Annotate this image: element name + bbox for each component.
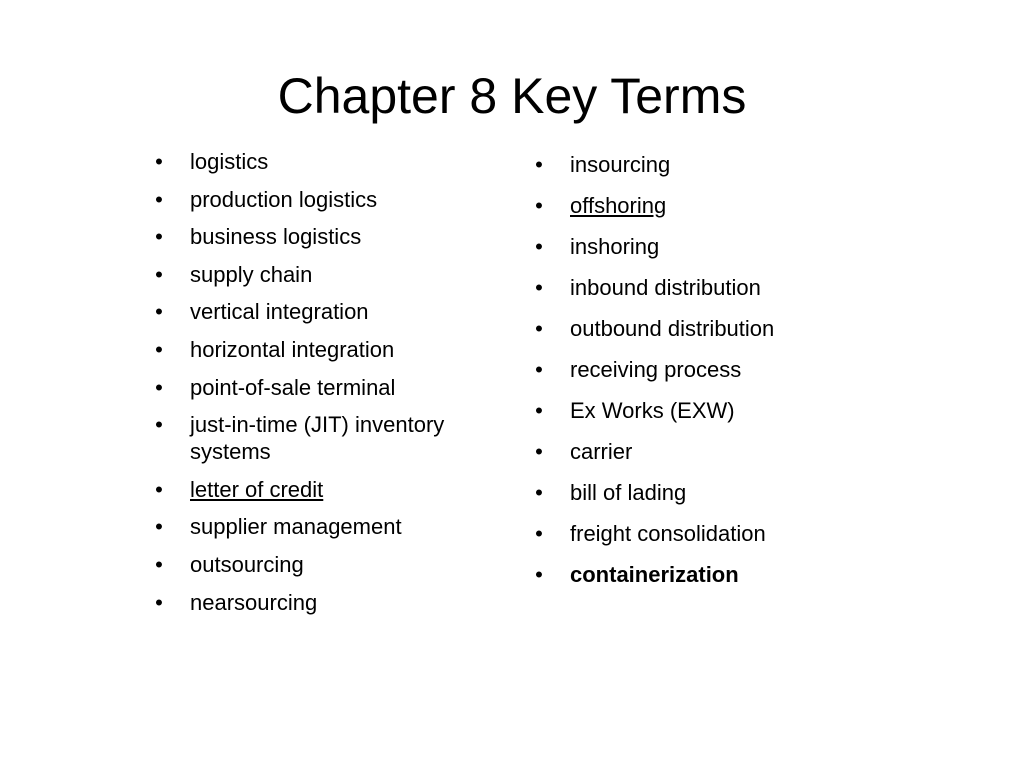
term-text: just-in-time (JIT) inventory systems: [190, 412, 445, 465]
bullet-icon: •: [535, 521, 543, 546]
list-item: [532, 355, 872, 385]
term-text: vertical integration: [190, 299, 369, 325]
list-item: [152, 589, 512, 616]
term-text-underlined: letter of credit: [190, 476, 324, 502]
slide-title: Chapter 8 Key Terms: [277, 68, 747, 124]
bullet-icon: •: [155, 186, 163, 212]
term-text: Ex Works (EXW): [570, 398, 735, 423]
list-item: [152, 411, 512, 465]
list-item: [532, 396, 872, 426]
bullet-icon: •: [155, 476, 163, 502]
list-item: [152, 148, 512, 175]
bullet-icon: •: [535, 316, 543, 341]
bullet-icon: •: [535, 439, 543, 464]
term-text: point-of-sale terminal: [190, 374, 396, 400]
bullet-icon: •: [155, 299, 163, 325]
bullet-icon: •: [155, 551, 163, 577]
list-item: [152, 223, 512, 250]
term-text: logistics: [190, 149, 269, 174]
bullet-icon: •: [155, 514, 163, 540]
list-item: [532, 437, 872, 467]
list-item: [152, 374, 512, 401]
bullet-icon: •: [535, 398, 543, 423]
bullet-icon: •: [155, 412, 163, 438]
bullet-icon: •: [155, 149, 163, 174]
list-item: [152, 298, 512, 325]
bullet-icon: •: [535, 152, 543, 177]
bullet-icon: •: [535, 193, 543, 218]
list-item: [152, 186, 512, 213]
term-text: insourcing: [570, 152, 671, 177]
list-item: [152, 261, 512, 288]
term-text: carrier: [570, 439, 633, 464]
bullet-icon: •: [535, 275, 543, 300]
term-text: freight consolidation: [570, 521, 766, 546]
term-text: business logistics: [190, 224, 362, 250]
list-item: [532, 560, 872, 590]
key-terms-list-left: [152, 148, 512, 626]
bullet-icon: •: [535, 562, 543, 587]
bullet-icon: •: [535, 357, 543, 382]
term-text: nearsourcing: [190, 589, 318, 615]
term-text: inbound distribution: [570, 275, 761, 300]
bullet-icon: •: [155, 336, 163, 362]
term-text: bill of lading: [570, 480, 687, 505]
list-item: [532, 519, 872, 549]
term-text: receiving process: [570, 357, 742, 382]
term-text-underlined: offshoring: [570, 193, 667, 218]
list-item: [532, 478, 872, 508]
term-text-bold: containerization: [570, 562, 739, 587]
list-item: [152, 513, 512, 540]
term-text: inshoring: [570, 234, 660, 259]
bullet-icon: •: [155, 261, 163, 287]
term-text: outsourcing: [190, 551, 304, 577]
term-text: supply chain: [190, 261, 313, 287]
list-item: [152, 551, 512, 578]
list-item: [152, 476, 512, 503]
term-text: horizontal integration: [190, 336, 395, 362]
list-item: [532, 191, 872, 221]
bullet-icon: •: [535, 480, 543, 505]
list-item: [532, 232, 872, 262]
bullet-icon: •: [155, 224, 163, 250]
list-item: [152, 336, 512, 363]
term-text: outbound distribution: [570, 316, 775, 341]
term-text: production logistics: [190, 186, 378, 212]
bullet-icon: •: [535, 234, 543, 259]
key-terms-list-right: [532, 150, 872, 601]
bullet-icon: •: [155, 589, 163, 615]
list-item: [532, 273, 872, 303]
list-item: [532, 314, 872, 344]
bullet-icon: •: [155, 374, 163, 400]
list-item: [532, 150, 872, 180]
term-text: supplier management: [190, 514, 402, 540]
